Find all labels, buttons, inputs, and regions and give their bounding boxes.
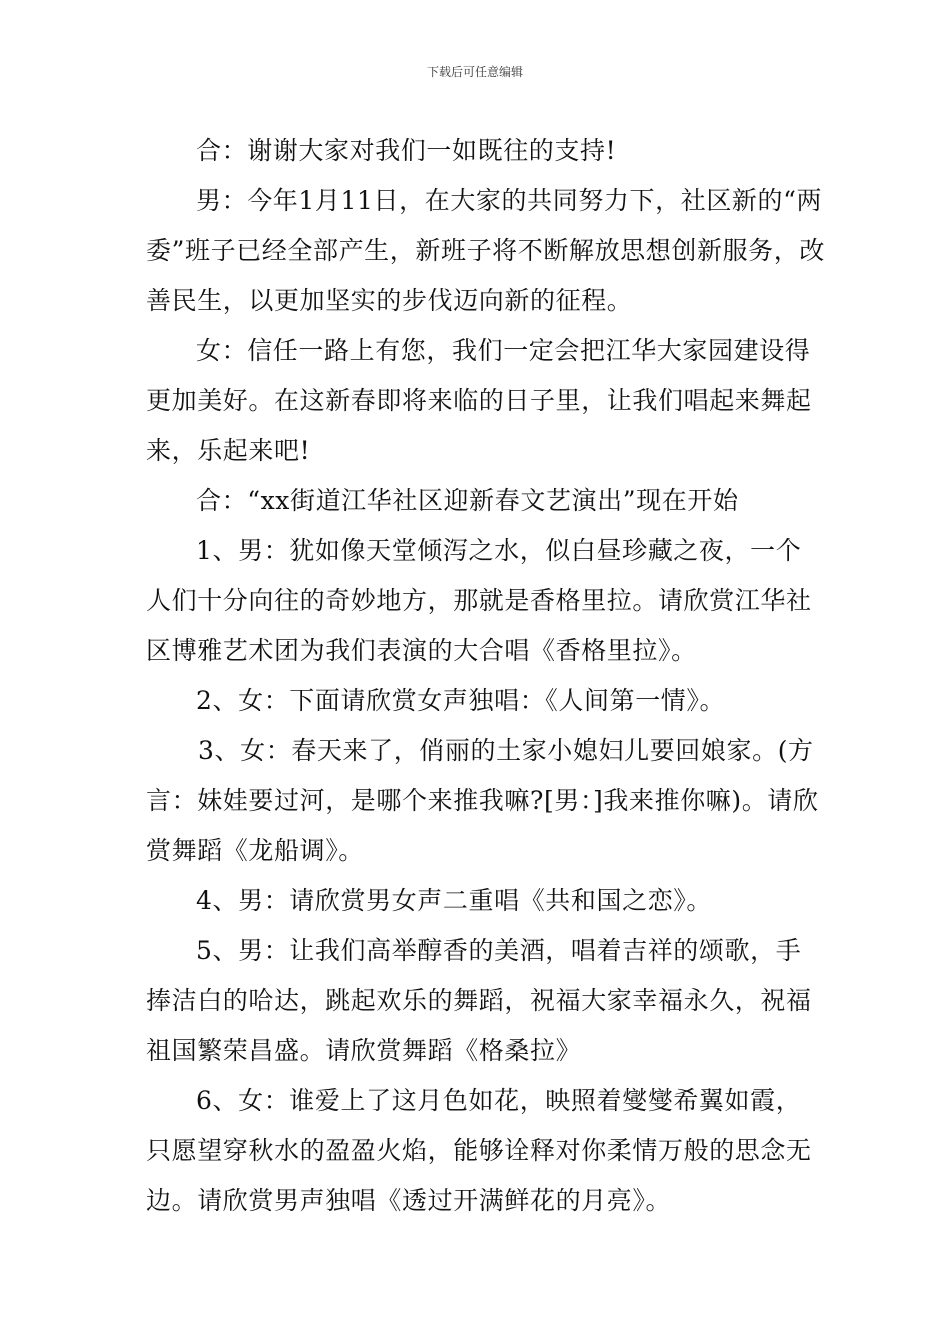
paragraph-program-2: 2、女：下面请欣赏女声独唱：《人间第一情》。 xyxy=(196,686,726,715)
paragraph-program-3: 3、女：春天来了，俏丽的土家小媳妇儿要回娘家。(方言：妹娃要过河，是哪个来推我嘛?[男：]我来推你嘛)。请欣赏舞蹈《龙船调》。 xyxy=(146,736,819,865)
paragraph-program-6: 6、女：谁爱上了这月色如花，映照着燮燮希翼如霞，只愿望穿秋水的盈盈火焰，能够诠释对你柔情万般的思念无边。请欣赏男声独唱《透过开满鲜花的月亮》。 xyxy=(146,1086,812,1215)
paragraph-female-wishes: 女：信任一路上有您，我们一定会把江华大家园建设得更加美好。在这新春即将来临的日子里，让我们唱起来舞起来，乐起来吧! xyxy=(146,336,812,465)
paragraph-opening: 合：“xx街道江华社区迎新春文艺演出”现在开始 xyxy=(196,486,739,515)
paragraph-program-4: 4、男：请欣赏男女声二重唱《共和国之恋》。 xyxy=(196,886,713,915)
document-body xyxy=(146,126,826,1226)
paragraph-program-5: 5、男：让我们高举醇香的美酒，唱着吉祥的颂歌，手捧洁白的哈达，跳起欢乐的舞蹈，祝福大家幸福永久，祝福祖国繁荣昌盛。请欣赏舞蹈《格桑拉》 xyxy=(146,936,812,1065)
page-header: 下载后可任意编辑 xyxy=(426,65,523,79)
paragraph-male-announcement: 男：今年1月11日，在大家的共同努力下，社区新的“两委”班子已经全部产生，新班子将不断解放思想创新服务，改善民生，以更加坚实的步伐迈向新的征程。 xyxy=(146,186,825,315)
paragraph-program-1: 1、男：犹如像天堂倾泻之水，似白昼珍藏之夜，一个人们十分向往的奇妙地方，那就是香格里拉。请欣赏江华社区博雅艺术团为我们表演的大合唱《香格里拉》。 xyxy=(146,536,812,665)
paragraph-closing-thanks: 合：谢谢大家对我们一如既往的支持! xyxy=(196,136,617,165)
